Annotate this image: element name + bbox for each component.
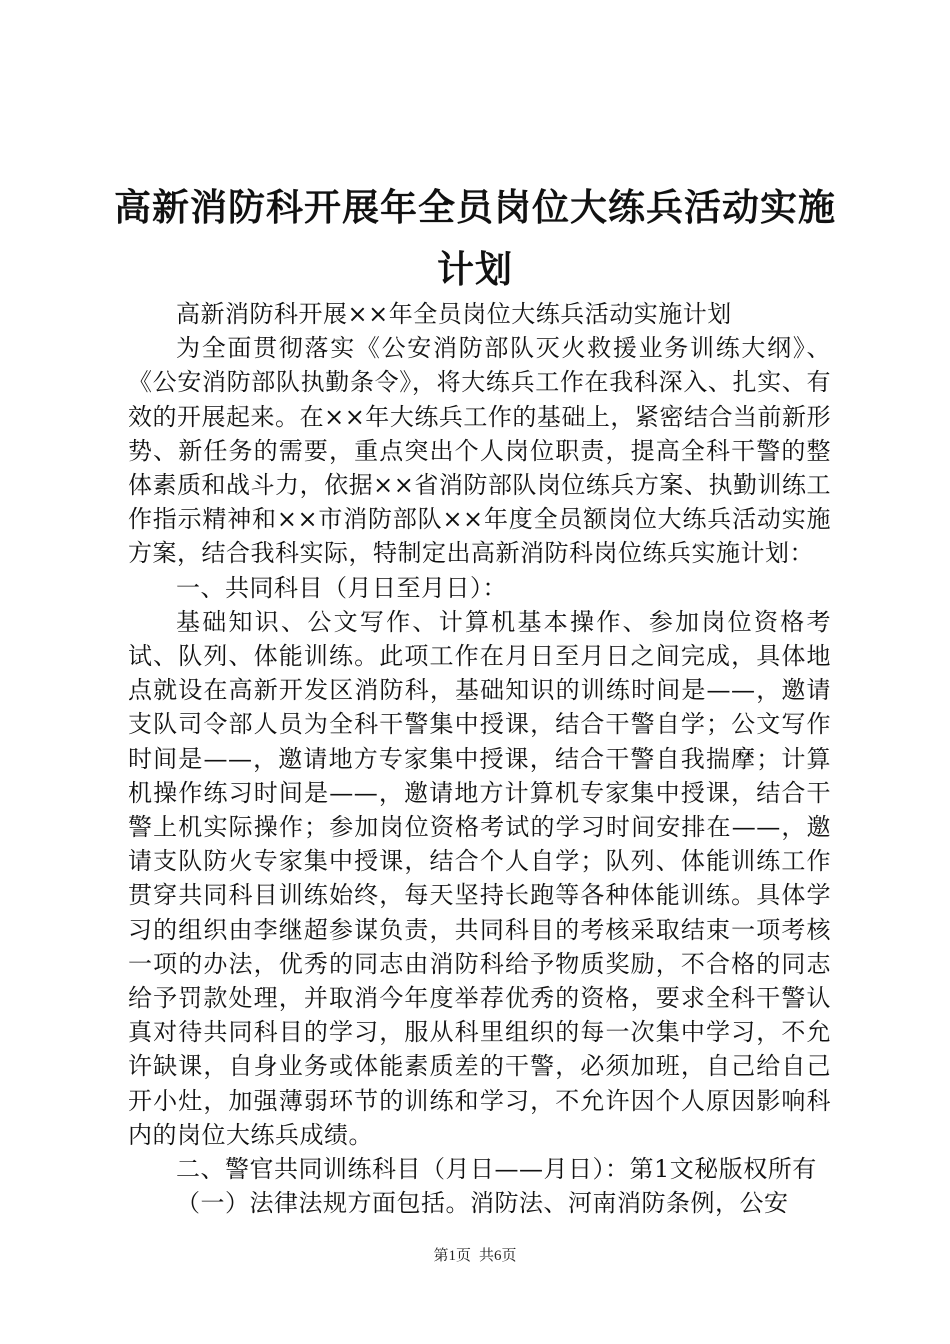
document-body bbox=[128, 297, 831, 1220]
paragraph-section-2-item-1: （一）法律法规方面包括。消防法、河南消防条例，公安 bbox=[176, 1189, 789, 1218]
paragraph-intro: 为全面贯彻落实《公安消防部队灭火救援业务训练大纲》、《公安消防部队执勤条令》，将大练兵工作在我科深入、扎实、有效的开展起来。在××年大练兵工作的基础上，紧密结合当前新形势、新任务的需要，重点突出个人岗位职责，提高全科干警的整体素质和战斗力，依据××省消防部队岗位练兵方案、执勤训练工作指示精神和××市消防部队××年度全员额岗位大练兵活动实施方案，结合我科实际，特制定出高新消防科岗位练兵实施计划： bbox=[128, 334, 831, 568]
document-title: 高新消防科开展年全员岗位大练兵活动实施计划 bbox=[114, 185, 836, 291]
page-footer bbox=[0, 1244, 950, 1265]
paragraph-section-2-heading: 二、警官共同训练科目（月日——月日）：第1文秘版权所有 bbox=[176, 1155, 817, 1184]
paragraph-section-1-heading: 一、共同科目（月日至月日）： bbox=[176, 573, 507, 602]
page-number: 第1页 bbox=[433, 1248, 471, 1264]
paragraph-subtitle: 高新消防科开展××年全员岗位大练兵活动实施计划 bbox=[176, 300, 732, 328]
paragraph-section-1-body: 基础知识、公文写作、计算机基本操作、参加岗位资格考试、队列、体能训练。此项工作在月日至月日之间完成，具体地点就设在高新开发区消防科，基础知识的训练时间是——，邀请支队司令部人员为全科干警集中授课，结合干警自学；公文写作时间是——，邀请地方专家集中授课，结合干警自我揣摩；计算机操作练习时间是——，邀请地方计算机专家集中授课，结合干警上机实际操作；参加岗位资格考试的学习时间安排在——，邀请支队防火专家集中授课，结合个人自学；队列、体能训练工作贯穿共同科目训练始终，每天坚持长跑等各种体能训练。具体学习的组织由李继超参谋负责，共同科目的考核采取结束一项考核一项的办法，优秀的同志由消防科给予物质奖励，不合格的同志给予罚款处理，并取消今年度举荐优秀的资格，要求全科干警认真对待共同科目的学习，服从科里组织的每一次集中学习，不允许缺课，自身业务或体能素质差的干警，必须加班，自己给自己开小灶，加强薄弱环节的训练和学习，不允许因个人原因影响科内的岗位大练兵成绩。 bbox=[128, 607, 831, 1149]
page-total: 共6页 bbox=[479, 1248, 517, 1264]
